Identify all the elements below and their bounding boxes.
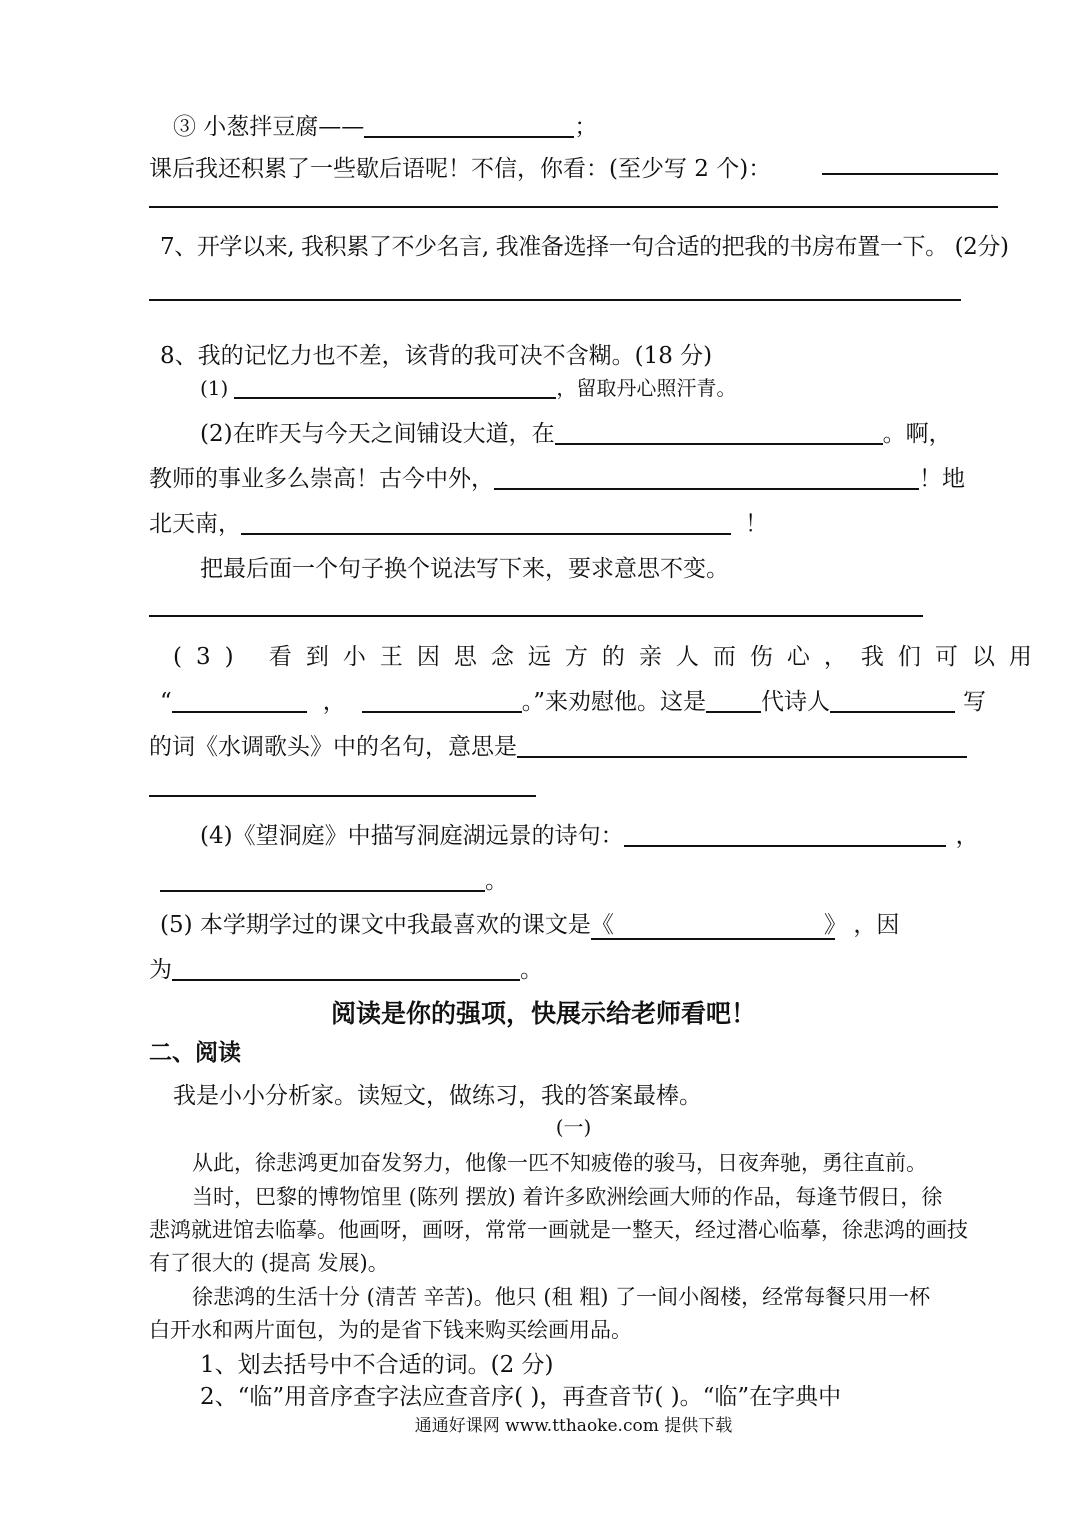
q8-title: 8、我的记忆力也不差，该背的我可决不含糊。(18 分) bbox=[160, 343, 713, 369]
q8-part2-line3: 北天南， ！ bbox=[149, 511, 768, 537]
answer-blank[interactable] bbox=[822, 173, 998, 175]
q8-part3-line3: 的词《水调歌头》中的名句，意思是 bbox=[149, 728, 967, 761]
answer-blank[interactable] bbox=[362, 689, 522, 713]
q8-part5-line1: (5) 本学期学过的课文中我最喜欢的课文是《 》 ，因 bbox=[160, 912, 900, 938]
reading-q2: 2、“临”用音序查字法应查音序( )，再查音节( )。“临”在字典中 bbox=[200, 1384, 842, 1410]
answer-blank[interactable] bbox=[149, 795, 536, 797]
section-title: 二、阅读 bbox=[149, 1040, 241, 1066]
passage-para3-line2: 白开水和两片面包，为的是省下钱来购买绘画用品。 bbox=[149, 1318, 632, 1342]
answer-blank[interactable] bbox=[364, 114, 574, 138]
answer-blank[interactable] bbox=[494, 466, 919, 490]
q6-item3: ③ 小葱拌豆腐—— ； bbox=[173, 114, 598, 140]
q8-part1: (1) ，留取丹心照汗青。 bbox=[200, 376, 737, 400]
passage-para1: 从此，徐悲鸿更加奋发努力，他像一匹不知疲倦的骏马，日夜奔驰，勇往直前。 bbox=[192, 1151, 927, 1175]
answer-blank[interactable] bbox=[624, 823, 946, 847]
answer-blank[interactable] bbox=[830, 689, 955, 713]
passage-number: (一) bbox=[555, 1115, 592, 1139]
passage-para2-line1: 当时，巴黎的博物馆里 (陈列 摆放) 着许多欧洲绘画大师的作品，每逢节假日，徐 bbox=[192, 1185, 943, 1209]
passage-para2-line3: 有了很大的 (提高 发展)。 bbox=[149, 1251, 389, 1275]
reading-intro: 我是小小分析家。读短文，做练习，我的答案最棒。 bbox=[173, 1083, 702, 1109]
answer-blank[interactable] bbox=[172, 957, 520, 981]
footer-source: 通通好课网 www.tthaoke.com 提供下载 bbox=[414, 1416, 733, 1436]
q8-part2-line2: 教师的事业多么崇高！古今中外， ！地 bbox=[149, 466, 965, 492]
answer-blank[interactable] bbox=[149, 615, 923, 617]
q7-text: 7、开学以来, 我积累了不少名言, 我准备选择一句合适的把我的书房布置一下。 (2分) bbox=[160, 234, 1009, 260]
answer-blank[interactable] bbox=[234, 375, 556, 399]
q8-part2-rewrite: 把最后面一个句子换个说法写下来，要求意思不变。 bbox=[200, 556, 729, 582]
q8-part5-line2: 为 。 bbox=[149, 957, 543, 983]
q8-part3-line2: “ ， 。”来劝慰他。这是 代诗人 写 bbox=[160, 689, 987, 715]
answer-blank[interactable] bbox=[172, 689, 307, 713]
q8-part4-line2: 。 bbox=[160, 862, 508, 895]
q8-part2-line1: (2)在昨天与今天之间铺设大道，在 。啊， bbox=[200, 421, 952, 447]
q8-part3-line1: (3) 看到小王因思念远方的亲人而伤心，我们可以用 bbox=[173, 644, 1046, 670]
reading-banner: 阅读是你的强项，快展示给老师看吧！ bbox=[330, 999, 756, 1028]
passage-para3-line1: 徐悲鸿的生活十分 (清苦 辛苦)。他只 (租 粗) 了一间小阁楼，经常每餐只用一杯 bbox=[192, 1285, 931, 1309]
answer-blank[interactable] bbox=[149, 206, 998, 208]
answer-blank[interactable] bbox=[241, 511, 731, 535]
reading-q1: 1、划去括号中不合适的词。(2 分) bbox=[200, 1352, 554, 1378]
answer-blank[interactable] bbox=[555, 421, 883, 445]
answer-blank[interactable] bbox=[149, 299, 961, 301]
answer-blank[interactable] bbox=[517, 734, 967, 758]
answer-blank[interactable] bbox=[706, 689, 761, 713]
favorite-text-blank[interactable]: 《 》 bbox=[590, 912, 836, 938]
q6-extra: 课后我还积累了一些歇后语呢！不信，你看：(至少写 2 个)： bbox=[149, 156, 772, 182]
answer-blank[interactable] bbox=[160, 868, 485, 892]
passage-para2-line2: 悲鸿就进馆去临摹。他画呀，画呀，常常一画就是一整天，经过潜心临摹，徐悲鸿的画技 bbox=[149, 1218, 968, 1242]
q8-part4-line1: (4)《望洞庭》中描写洞庭湖远景的诗句： ， bbox=[200, 823, 979, 849]
